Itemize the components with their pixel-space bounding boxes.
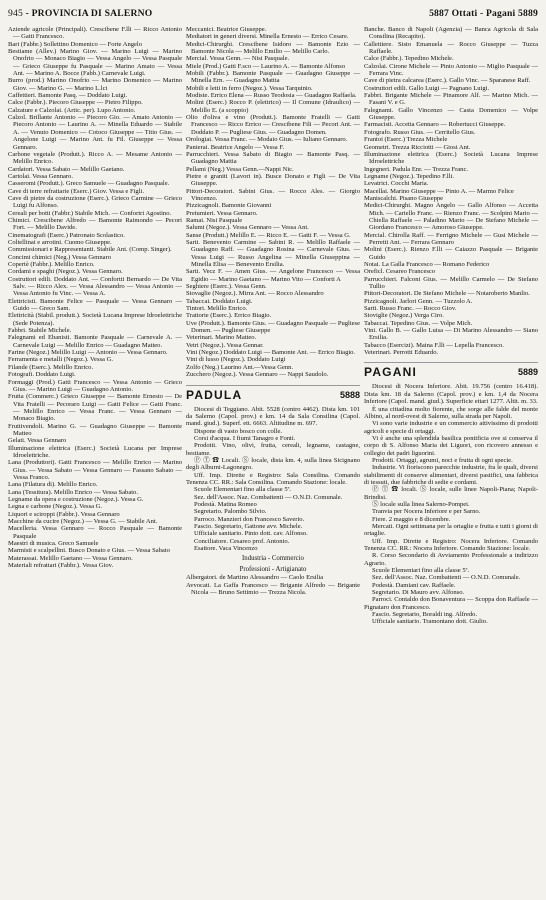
- header-right: 5887 Ottati - Pagani 5889: [429, 8, 538, 19]
- directory-entry: Filande (Eserc.). Melillo Enrico.: [8, 363, 94, 371]
- directory-entry: Legname (Negoz.). Tepedino F.lli.: [364, 172, 454, 180]
- directory-entry: Vetri (Negoz.). Vessa Gennar.: [186, 341, 264, 349]
- directory-entry: Maestri di musica. Greco Samuele: [8, 540, 99, 548]
- directory-entry: Molini (Eserc.). Rienzo F.lli — Caiazzo Pasquale — Brigante Guido: [364, 246, 538, 261]
- directory-entry: Stoviglie (Negoz.) Verga Ciro.: [364, 312, 444, 320]
- directory-entry: Calzolai. Cirone Michele — Pinto Antonio — Miglio Pasquale — Ferrara Vinc.: [364, 62, 538, 78]
- town-info-paragraph: Ⓢ locale sulla linea Salerno-Pompei.: [372, 500, 470, 508]
- column-ottati-padula: [186, 26, 360, 886]
- directory-entry: Modiste. Errico Elena — Russo Teodosia — Guadagno Raffaela.: [186, 92, 357, 100]
- directory-entry: Calzature e Calzolai. (Artic. per). Lupo Antonio.: [8, 106, 136, 114]
- directory-entry: Aziende agricole (Principali). Crescibene F.lli — Ricco Antonio — Gatti Francesco.: [8, 26, 182, 41]
- town-info-paragraph: Ⓟ Ⓣ ☎ locali. Ⓢ locale, sulle linee Napoli-Piana; Napoli-Brindisi.: [364, 486, 538, 501]
- directory-entry: Fruttivendoli. Marino G. — Guadagno Giuseppe — Bamonte Matteo: [8, 422, 182, 437]
- directory-entry: Fabbri. Stabile Michele.: [8, 327, 72, 335]
- directory-entry: Pittori-Decoratori. Sabini Gius. — Rocco Ales. — Giorgio Vincenzo.: [186, 187, 360, 202]
- directory-entry: Ingegneri. Padula Enr. — Trezza Franc.: [364, 165, 468, 173]
- directory-entry: Uve (Produtt.). Bamonte Gius. — Guadagno Pasquale — Pugliese Domen. — Pugliese Giuseppe: [186, 319, 360, 335]
- header-left: [8, 8, 152, 19]
- directory-entry: Callettiere. Sisto Emanuela — Rocco Giuseppe — Tuzza Raffaele.: [364, 40, 538, 56]
- directory-entry: Macellai. Marino Giuseppe — Pinto A. — Marmo Felice: [364, 187, 514, 195]
- town-info-paragraph: Prodotti. Vino, olivi, frutta, cereali, legname, castagne, bestiame.: [186, 442, 360, 457]
- directory-entry: Miele (Prod.) Gatti F.sco — Laurino A. — Bamonte Alfonso: [186, 62, 346, 70]
- directory-entry: Meccanici. Beatrice Giuseppe.: [186, 26, 267, 33]
- directory-entry: Cordami e spaghi (Negoz.). Vessa Gennaro.: [8, 268, 123, 276]
- town-info-paragraph: Corsi d'acqua. I fiumi Tanagro e Fonti.: [194, 434, 296, 442]
- directory-entry: Salumi (Negoz.). Vessa Gennaro — Vessa Ant.: [186, 224, 309, 232]
- town-info-paragraph: R. Corso Secondario di Avviamento Professionale a indirizzo Agrario.: [364, 552, 538, 567]
- town-info-paragraph: Podestà. Matina Romeo: [194, 500, 257, 508]
- town-info-paragraph: Fascio. Segretario, Boraldi ing. Alfredo.: [372, 611, 478, 619]
- directory-entry: Costruttori edili. Doddato Ant. — Confortti Bernardo — De Vita Salv. — Ricco Alex. — Vessa Alessandro — Vessa Antonio — Vessa Antonio fu Vinc. — Vessa A.: [8, 275, 182, 298]
- directory-entry: Tabaccai. Doddato Luigi.: [186, 297, 253, 305]
- directory-entry: Mobili (Fabbr.). Bamonte Pasquale — Guadagno Giuseppe — Minella Ern. — Guadagno Mattia: [186, 70, 360, 85]
- directory-entry: Liquori e sciroppi (Fabbr.). Vessa Gennaro: [8, 510, 120, 518]
- directory-entry: Zucchero (Negoz.). Vessa Gennaro — Nappi Saudolo.: [186, 371, 329, 379]
- directory-entry: Sanse (Produtt.) Melillo E. — Ricco E. — Gatti F. — Vessa G.: [186, 231, 351, 239]
- directory-entry: Geometri. Trezza Ricciotti — Giosi Ant.: [364, 143, 471, 151]
- column-padula-pagani: [364, 26, 538, 886]
- town-info-paragraph: Industrie. Vi fioriscono parecchie industrie, fra le quali, diversi stabilimenti di conserve alimentari, diversi pastifici, una fabbrica di tessuti, due fabbriche di sedie e cordami.: [364, 464, 538, 486]
- directory-entry: Lana (Produttori). Gatti Francesco — Melillo Enrico — Marino Gius. — Vessa Sabato — Vessa Gennaro — Fassano Sabato — Vessa Franco.: [8, 459, 182, 481]
- directory-entry: Commissionari e Rappresentanti. Stabile Ant. (Comp. Singer).: [8, 246, 172, 254]
- directory-entry: Cereali per botti (Fabbr.) Stabile Mich. — Confortri Agostino.: [8, 209, 172, 217]
- town-info-paragraph: È una cittadina molto fiorente, che sorge alle falde del monte Albino, al nord-ovest di Salerno, sulla strada per Napoli.: [364, 405, 538, 420]
- town-info-paragraph: Sez. dell'Assoc. Naz. Combattenti — O.N.D. Comunale.: [194, 493, 343, 501]
- town-info-paragraph: Scuole Elementari fino alla classe 5ª.: [194, 486, 292, 494]
- padula-intro: [186, 406, 360, 553]
- directory-entry: Elettricità (Stabil. produtt.). Società Lucana Imprese Idroelettriche (Sede Potenza).: [8, 312, 182, 327]
- directory-entry: Pittori-Decoratori. De Stefano Michele — Notaroberto Manlio.: [364, 290, 530, 298]
- directory-entry: Ferramenta e metalli (Negoz.). Vessa G.: [8, 356, 113, 364]
- town-info-paragraph: Esattore. Vaca Vincenzo: [194, 545, 258, 553]
- town-info-paragraph: Vi sono varie industrie e un commercio attivissimo di prodotti agricoli e specie di ortaggi.: [364, 420, 538, 435]
- directory-entry: Elettricisti. Bamonte Felice — Pasquale — Vessa Gennaro — Guido — Greco Sam.: [8, 297, 182, 313]
- directory-entry: Cave di pietra calcarea (Eserc.). Gallo Vinc. — Sparanese Raff.: [364, 77, 531, 85]
- town-info-paragraph: Sez. dell'Assoc. Naz. Combattenti — O.N.D. Comunale.: [372, 574, 521, 582]
- directory-entry: Cartolai. Vessa Gennaro.: [8, 172, 73, 180]
- directory-entry: Calzol. Brillante Antonio — Piecoro Gio. — Amato Antonio — Piecoro Antonio — Laurino A. — Minella Eduardo — Stabile A. — Venuto Domenico — Cotoco Giuseppe — Titio Gius. — Angelone Luigi — Marino Ant. fu Fil. Giuseppe — Vessa Gennaro.: [8, 114, 182, 151]
- town-info-paragraph: Mercati. Ogni settimana per la ortaglie e frutta e tutti i giorni di ortaglie.: [364, 523, 538, 538]
- padula-entries: [186, 574, 360, 596]
- directory-entry: Sarti. Benevento Carmine — Sabini R. — Melillo Raffaele — Guadagno Raff. — Guadagno Rosina — Carnevale Gius. — Vessa Luigi — Russo Angelina — Minella Giuseppina — Minella Elisa — Benevento Ersilia.: [186, 238, 360, 268]
- professioni-heading: Professioni - Artigianato: [239, 566, 307, 574]
- directory-entry: Materiali refrattari (Fabbr.). Vessa Giov.: [8, 562, 114, 570]
- directory-entry: Notai. La Galla Francesco — Romano Federico: [364, 261, 490, 268]
- town-info-paragraph: Segretario. Di Mauro avv. Alfonso.: [372, 589, 465, 597]
- page-sep: -: [25, 8, 30, 19]
- directory-entry: Vini di lusso (Negoz.). Doddato Luigi: [186, 356, 286, 364]
- directory-entry: Parrucchieri. Vessa Sabato di Biagio — Bamonte Pasq. — Guadagno Mattia: [186, 150, 360, 166]
- padula-continued: [364, 26, 538, 356]
- directory-entry: Parrucchieri. Falconi Gius. — Melillo Carmelo — De Stefano Tullio: [364, 275, 538, 291]
- directory-entry: Gelati. Vessa Gennaro: [8, 437, 67, 445]
- directory-entry: Veterinari. Perrotti Eduardo.: [364, 349, 439, 357]
- directory-entry: Cardatori. Vessa Sabato — Melillo Gaetano.: [8, 165, 125, 173]
- directory-entry: Vini (Negoz.) Doddato Luigi — Bamonte Ant. — Errico Biagio.: [186, 349, 356, 357]
- pagani-code: 5889: [517, 367, 538, 378]
- town-info-paragraph: Prodotti. Ortaggi, agrumi, noci e frutta di ogni specie.: [372, 456, 513, 464]
- directory-entry: Orologiai. Vessa Franc. — Modaio Gius. — Iuliano Gennaro.: [186, 136, 348, 144]
- directory-entry: Legna e carbone (Negoz.). Vessa G.: [8, 503, 103, 511]
- directory-entry: Mercial. Vessa Genn. — Nisi Pasquale.: [186, 55, 290, 63]
- town-info-paragraph: Ⓟ Ⓣ ☎ Locali. Ⓢ locale, dista km. 4, sulla linea Sicignano degli Alburni-Lagonegro.: [186, 456, 360, 472]
- page-header: [8, 8, 538, 26]
- directory-entry: Cinematografi (Eserc.) Patronato Scolastico.: [8, 231, 125, 239]
- directory-entry: Pizzicagnoli. Bamonte Giovanni: [186, 202, 272, 210]
- directory-entry: Zolfo (Neg.) Laurino Ant.—Vessa Genn.: [186, 363, 294, 371]
- directory-entry: Panierai. Beatrice Angelo — Vessa F.: [186, 143, 285, 151]
- directory-entry: Veterinari. Marino Matteo.: [186, 334, 257, 342]
- directory-entry: Frutta (Commerc.) Grieco Giuseppe — Bamonte Ernesto — De Vita Fratelli — Pecoraro Luigi — Gatti Felice — Gatti Franc. — Melillo Enrico — Vessa Franc. — Vessa Gennaro — Monaco Biagio.: [8, 393, 182, 423]
- directory-entry: Sarti. Vecz F. — Amen Gius. — Angelone Francesco — Vessa Egidio — Marino Gaetano — Marino Vito — Conforti A: [186, 268, 360, 283]
- directory-entry: Medici-Chirurghi. Magno Angelo — Gallo Alfonso — Accetta Mich. — Cariello Franc. — Rienzo Franc. — Scolpini Mario — Chiella Raffaele — Paladino Mario — De Stefano Michele — Giordano Francesco — Amoroso Giuseppe.: [364, 202, 538, 232]
- directory-entry: Mercial. Chirolla Raff. — Ferrigno Michele — Gusi Michele — Perretti Ant. — Ferrara Gennaro: [364, 231, 538, 246]
- pagani-intro: [364, 383, 538, 625]
- province-title: PROVINCIA DI SALERNO: [31, 8, 153, 19]
- directory-entry: Copertè (Fabbr.). Melillo Enrico.: [8, 261, 95, 268]
- directory-entry: Tabacco (Esercizi). Maina F.lli — Lepella Francesco.: [364, 341, 504, 349]
- directory-entry: Calce (Fabbr.). Piecoro Giuseppe — Pietro Filippo.: [8, 99, 143, 107]
- directory-entry: Maniscalchi. Pisano Giuseppe: [364, 194, 444, 202]
- directory-entry: Fotografi. Doddato Luigi.: [8, 371, 76, 379]
- columns: [8, 26, 538, 886]
- directory-entry: Frantoi (Eserc.) Trezza Michele: [364, 136, 448, 144]
- directory-entry: Stovaglie (Negoz.). Mirra Ant. — Rocco Alessandro: [186, 290, 324, 298]
- directory-entry: Lana (Tessitura). Melillo Enrico — Vessa Sabato.: [8, 488, 138, 496]
- directory-entry: Farmacisti. Accetta Gennaro — Robertucci Giuseppe.: [364, 121, 506, 129]
- town-info-paragraph: Tranvia per Nocera Inferiore e per Sarno.: [372, 508, 481, 516]
- directory-entry: Illuminazione elettrica (Eserc.) Società Lucana Imprese Idroelettriche: [364, 150, 538, 166]
- directory-entry: Olio d'oliva e vino (Produtt.). Bamonte Fratelli — Gatti Francesco — Ricco Errico — Crescibene Fili — Pecori Ant. — Doddato P. — Pugliese Gius. — Guadagno Domen.: [186, 114, 360, 136]
- town-info-paragraph: Parroco. Manzieri don Francesco Saverio.: [194, 515, 305, 523]
- town-info-paragraph: Fiere. 2 maggio e 8 dicembre.: [372, 515, 451, 523]
- directory-entry: Avvocati. La Gaffa Francesco — Brigante Alfredo — Brigante Nicola — Bruno Settimio — Trezza Nicola.: [186, 581, 360, 597]
- ottati-continued: [186, 26, 360, 379]
- directory-entry: Trattorie (Eserc.). Errico Biagio.: [186, 312, 272, 320]
- directory-entry: Illuminazione elettrica (Eserc.) Società Lucana per Imprese Idroelettriche.: [8, 444, 182, 459]
- directory-entry: Seghiere (Eserc.). Vessa Genn.: [186, 283, 267, 291]
- padula-title: PADULA: [186, 387, 243, 402]
- town-info-paragraph: Podestà. Damiani cav. Raffaele.: [372, 581, 456, 589]
- directory-entry: Banche. Banco di Napoli (Agenzia) — Banca Agricola di Sala Consilina (Recapito).: [364, 26, 538, 41]
- town-info-paragraph: Segretario. Palombo Silvio.: [194, 508, 267, 516]
- town-info-paragraph: Ufficiale sanitario. Tramontano dott. Giulio.: [372, 618, 488, 626]
- industria-heading: Industria - Commercio: [242, 555, 304, 563]
- directory-entry: Tabaccai. Tepedino Gius. — Volpe Mich.: [364, 319, 473, 327]
- directory-entry: Caffettieri. Bamonte Pasq. — Doddato Luigi.: [8, 92, 128, 100]
- town-info-paragraph: Scuole Elementari fino alla classe 5ª.: [372, 567, 470, 575]
- directory-entry: Macchine da cucire (Negoz.) — Vessa G. — Stabile Ant.: [8, 518, 158, 526]
- directory-entry: Formaggi (Prod.) Gatti Francesco — Vessa Antonio — Grieco Gius. — Marino Luigi — Guadagno Antonio.: [8, 378, 182, 393]
- directory-entry: Concimi chimici (Neg.) Vessa Gennaro: [8, 253, 111, 261]
- directory-entry: Materassai. Melillo Gaetano — Vessa Gennaro.: [8, 554, 133, 562]
- town-info-paragraph: Fascio. Segretario, Gattone avv. Michele.: [194, 523, 303, 530]
- directory-entry: Bari (Fabbr.) Sollettino Domenico — Forte Angelo: [8, 40, 143, 48]
- directory-entry: Levatrici. Cocchi Maria.: [364, 180, 429, 188]
- directory-entry: Chimici. Crescibene Alfredo — Bamonte Raimondo — Pecori Fort. — Melillo Davide.: [8, 216, 182, 232]
- town-info-paragraph: Conciliatore. Cesareo prof. Antonio.: [194, 537, 290, 545]
- directory-entry: Sarti. Russo Franc. — Rocco Giov.: [364, 305, 457, 313]
- town-info-paragraph: Diocesi di Teggiano. Abit. 5528 (centro 4462). Dista km. 101 da Salerno (Capol. prov.) e km. 14 da Sala Consilina (Capol. mand. giud.). Superf. ett. 6663. Altitudine m. 697.: [186, 405, 360, 428]
- directory-entry: Falegnami. Gallo Vincenzo — Casta Domenico — Volpe Giuseppe.: [364, 106, 538, 122]
- directory-entry: Pizzicagnoli. Jarlori Genn. — Tuzzolo A.: [364, 297, 473, 305]
- padula-header: [186, 385, 360, 402]
- directory-entry: Ramai. Nisi Pasquale: [186, 216, 243, 224]
- directory-entry: Marmisti e scalpellini. Busco Donato e Gius. — Vessa Sabato: [8, 547, 170, 555]
- town-info-paragraph: Parroci. Contaldo don Bonaventura — Scoppa don Raffaele — Pignataro don Francesco.: [364, 596, 538, 611]
- town-info-paragraph: Vi è anche una splendida basilica pontificia ove si conserva il corpo di S. Alfonso Maria dei Liguori, con ricovero annesso e collegio dei padri liguorini.: [364, 434, 538, 457]
- directory-entry: Lana (Filatura di). Melillo Enrico.: [8, 481, 98, 489]
- directory-entry: Burro (prod.) Marino Onofrio — Marino Domenico — Marino Giov. — Marino G. — Marino L.lci: [8, 77, 182, 92]
- town-info-paragraph: Uff. Imp. Dirette e Registro: Sala Consilina. Comando Tenenza CC. RR.: Sala Consilina. Comando Stazione: locale.: [186, 471, 360, 486]
- directory-entry: Pretumieri. Vessa Gennaro.: [186, 209, 258, 217]
- directory-entry: Falegnami ed Ebanisti. Bamonte Pasquale — Carnevale A. — Carnevale Luigi — Melillo Enrico — Guadagno Matteo.: [8, 334, 182, 349]
- directory-entry: Macelleria. Vessa Gennaro — Rocco Pasquale — Bamonte Pasquale: [8, 525, 182, 540]
- town-info-paragraph: Uff. Imp. Dirette e Registro: Nocera Inferiore. Comando Tenenza CC. RR.: Nocera Inferiore. Comando Stazione: locale.: [364, 537, 538, 553]
- directory-entry: Mobili e letti in ferro (Negoz.). Vessa Tarquinio.: [186, 84, 313, 92]
- directory-entry: Fotografo. Russo Gius. — Cerritello Gius.: [364, 128, 476, 136]
- directory-entry: Pietre e graniti (Lavori in). Busce Donato e Figli — De Vita Giuseppe.: [186, 172, 360, 188]
- page-number: 945: [8, 8, 23, 19]
- directory-entry: Legname da opera e costruzione (Negoz.). Vessa G.: [8, 496, 144, 503]
- pagani-title: PAGANI: [364, 365, 417, 380]
- directory-entry: Albergatori. de Martino Alessandro — Caolo Ersilia: [186, 574, 324, 582]
- directory-entry: Coltellinai e arrotini. Cuomo Giuseppe.: [8, 238, 112, 246]
- town-info-paragraph: Ufficiale sanitario. Pinto dott. cav. Alfonso.: [194, 530, 308, 538]
- pagani-header: [364, 362, 538, 379]
- directory-entry: Cave di pietre da costruzione (Eserc.). Grieco Carmine — Grieco Luigi fu Alfonso.: [8, 194, 182, 210]
- directory-entry: Farine (Negoz.) Melillo Luigi — Antonio — Vessa Gennaro.: [8, 349, 168, 357]
- directory-entry: Calce (Fabbr.). Tepedino Michele.: [364, 55, 454, 63]
- directory-entry: Costruttori edili. Gallo Luigi — Pagnano Luigi.: [364, 84, 490, 92]
- directory-entry: Pellami (Neg.) Vessa Genn.—Nappi Nic.: [186, 165, 294, 173]
- directory-entry: Oreficl. Cesareo Francesco: [364, 268, 436, 276]
- directory-entry: Medici-Chirurghi. Crescibene Isidoro — Bamonte Ezio — Bamonte Nicola — Melillo Emilio — Melillo Carlo.: [186, 40, 360, 56]
- directory-entry: Molini (Eserc.) Rocco P. (elettrico) — Il Comune (Idraulico) — Melillo E. (a scoppio): [186, 99, 360, 114]
- directory-entry: Carbone vegetale (Produtt.). Ricco A. — Mesame Antonio — Melillo Enrico.: [8, 150, 182, 166]
- padula-code: 5888: [339, 389, 360, 400]
- directory-entry: Cave di terre refrattarie (Eserc.) Giov. Vessa e Figli.: [8, 187, 144, 195]
- directory-entry: Tintori. Melillo Enrico.: [186, 305, 248, 313]
- directory-entry: Bestiame (Allev.) Marino Giov. — Marino Luigi — Marino Onofrio — Monaco Biagio — Vessa Angelo — Vessa Pasquale — Grieco Giuseppe fu Pasquale — Marino Amato — Vessa Ant. — Marino A. Bocce (Fabb.) Carnevale Luigi.: [8, 48, 182, 78]
- column-ottati-1: [8, 26, 182, 886]
- directory-entry: Vini. Gallo B. — Gallo Luisa — Di Marino Alessandro — Siano Ersilia.: [364, 327, 538, 342]
- directory-entry: Fabbri. Brigante Michele — Pinamore Alf. — Marino Mich. — Fasani V. e G.: [364, 92, 538, 107]
- directory-entry: Mediatori in generi diversi. Minella Ernesto — Errico Cesare.: [186, 33, 349, 41]
- directory-entry: Casseromi (Produtt.). Greco Samuele — Guadagno Pasquale.: [8, 180, 170, 188]
- town-info-paragraph: Diocesi di Nocera Inferiore. Abit. 19.756 (centro 16.418). Dista km. 18 da Salerno (Capol. prov.) e km. 1,4 da Nocera Inferiore (Capol. mand. giud.). Superficie ettari 1277. Altit. m. 33.: [364, 383, 538, 406]
- town-info-paragraph: Dispone di vasto bosco con colle.: [194, 427, 283, 435]
